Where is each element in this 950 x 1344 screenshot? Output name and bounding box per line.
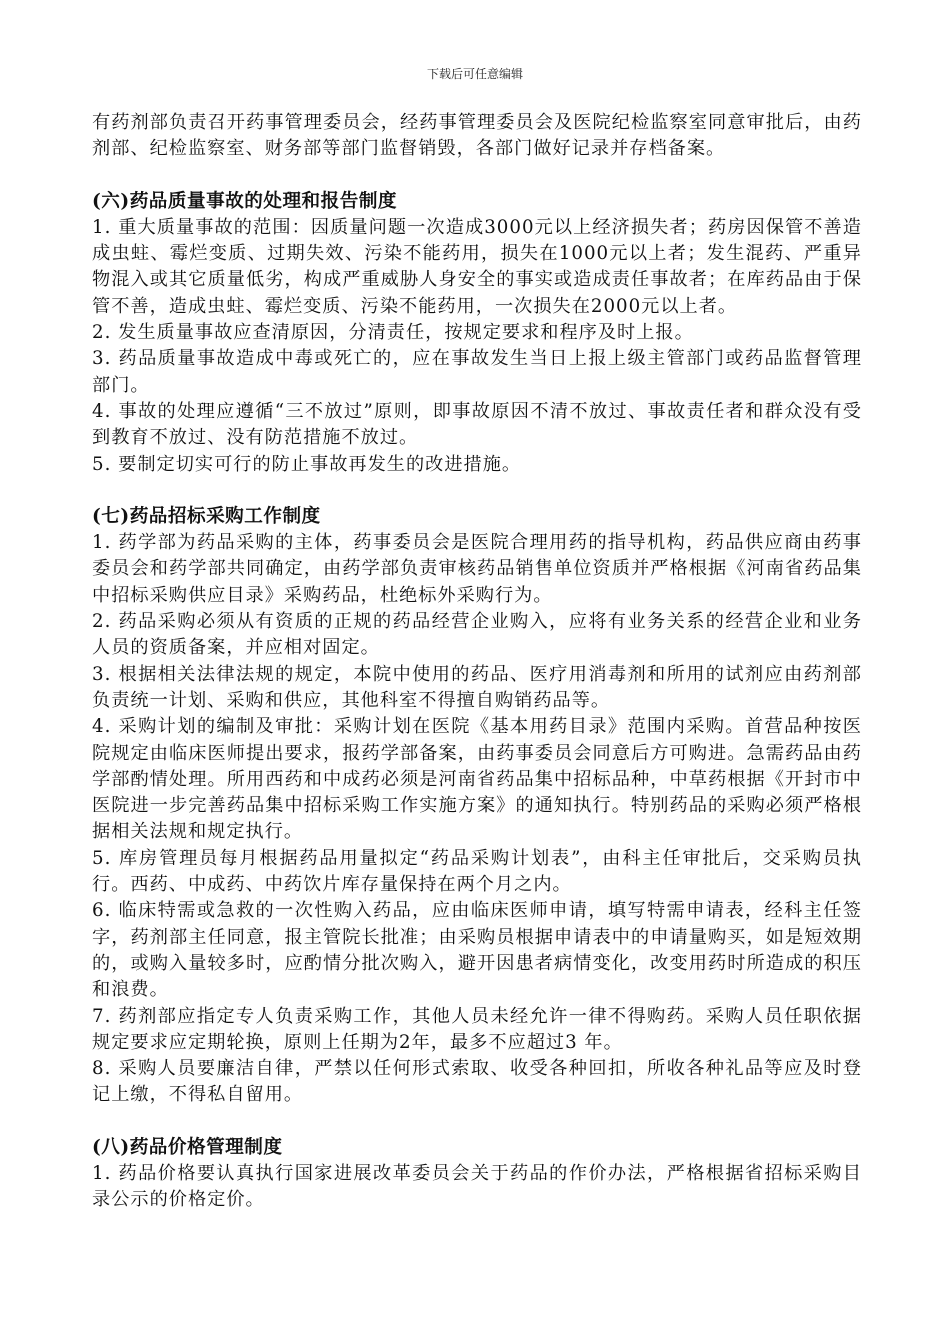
- list-item: 1. 重大质量事故的范围：因质量问题一次造成3000元以上经济损失者；药房因保管不善造成虫蛀、霉烂变质、过期失效、污染不能药用，损失在1000元以上者；发生混药、严重异物混入或其它质量低劣，构成严重威胁人身安全的事实或造成责任事故者；在库药品由于保管不善，造成虫蛀、霉烂变质、污染不能药用，一次损失在2000元以上者。: [92, 216, 862, 317]
- list-item: 3. 根据相关法律法规的规定，本院中使用的药品、医疗用消毒剂和所用的试剂应由药剂部负责统一计划、采购和供应，其他科室不得擅自购销药品等。: [92, 663, 862, 711]
- list-item: 2. 发生质量事故应查清原因，分清责任，按规定要求和程序及时上报。: [92, 322, 694, 344]
- list-item: 1. 药品价格要认真执行国家进展改革委员会关于药品的作价办法，严格根据省招标采购目录公示的价格定价。: [92, 1162, 862, 1211]
- list-item: 3. 药品质量事故造成中毒或死亡的，应在事故发生当日上报上级主管部门或药品监督管理部门。: [92, 348, 862, 396]
- list-item: 5. 要制定切实可行的防止事故再发生的改进措施。: [92, 453, 522, 475]
- intro-paragraph: 有药剂部负责召开药事管理委员会，经药事管理委员会及医院纪检监察室同意审批后，由药剂部、纪检监察室、财务部等部门监督销毁，各部门做好记录并存档备案。: [92, 112, 862, 160]
- page-header: 下载后可任意编辑: [426, 67, 523, 81]
- list-item: 5. 库房管理员每月根据药品用量拟定“药品采购计划表”，由科主任审批后，交采购员执行。西药、中成药、中药饮片库存量保持在两个月之内。: [92, 847, 862, 896]
- section-quality-accident: [92, 189, 862, 478]
- list-item: 4. 采购计划的编制及审批：采购计划在医院《基本用药目录》范围内采购。首营品种按医院规定由临床医师提出要求，报药学部备案，由药事委员会同意后方可购进。急需药品由药学部酌情处理。所用西药和中成药必须是河南省药品集中招标品种，中草药根据《开封市中医院进一步完善药品集中招标采购工作实施方案》的通知执行。特别药品的采购必须严格根据相关法规和规定执行。: [92, 716, 862, 843]
- section-title: (七)药品招标采购工作制度: [92, 505, 321, 527]
- list-item: 7. 药剂部应指定专人负责采购工作，其他人员未经允许一律不得购药。采购人员任职依据规定要求应定期轮换，原则上任期为2年，最多不应超过3 年。: [92, 1005, 862, 1053]
- list-item: 4. 事故的处理应遵循“三不放过”原则，即事故原因不清不放过、事故责任者和群众没有受到教育不放过、没有防范措施不放过。: [92, 400, 862, 449]
- list-item: 6. 临床特需或急救的一次性购入药品，应由临床医师申请，填写特需申请表，经科主任签字，药剂部主任同意，报主管院长批准；由采购员根据申请表中的申请量购买，如是短效期的，或购入量较多时，应酌情分批次购入，避开因患者病情变化，改变用药时所造成的积压和浪费。: [92, 900, 862, 1001]
- document-body: [92, 110, 862, 1214]
- section-title: (八)药品价格管理制度: [92, 1136, 283, 1158]
- section-title: (六)药品质量事故的处理和报告制度: [92, 190, 398, 212]
- list-item: 2. 药品采购必须从有资质的正规的药品经营企业购入，应将有业务关系的经营企业和业务人员的资质备案，并应相对固定。: [92, 611, 862, 659]
- list-item: 8. 采购人员要廉洁自律，严禁以任何形式索取、收受各种回扣，所收各种礼品等应及时登记上缴，不得私自留用。: [92, 1058, 862, 1106]
- section-procurement: [92, 504, 862, 1109]
- section-pricing: [92, 1135, 862, 1214]
- list-item: 1. 药学部为药品采购的主体，药事委员会是医院合理用药的指导机构，药品供应商由药事委员会和药学部共同确定，由药学部负责审核药品销售单位资质并严格根据《河南省药品集中招标采购供应目录》采购药品，杜绝标外采购行为。: [92, 532, 862, 606]
